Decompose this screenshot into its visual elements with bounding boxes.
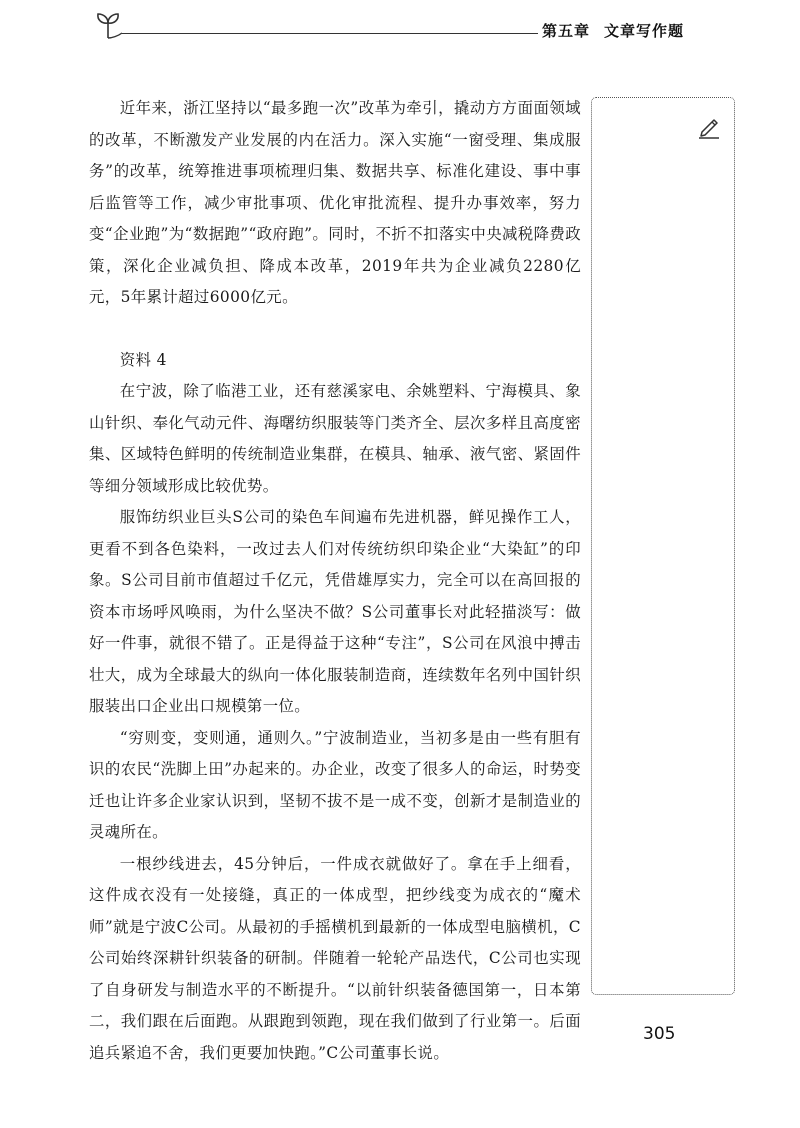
page-number: 305 xyxy=(643,1024,676,1044)
material-paragraph: 服饰纺织业巨头S公司的染色车间遍布先进机器，鲜见操作工人，更看不到各色染料，一改过去人们对传统纺织印染企业“大染缸”的印象。S公司目前市值超过千亿元，凭借雄厚实力，完全可以在高回报的资本市场呼风唤雨，为什么坚决不做？S公司董事长对此轻描淡写：做好一件事，就很不错了。正是得益于这种“专注”，S公司在风浪中搏击壮大，成为全球最大的纵向一体化服装制造商，连续数年名列中国针织服装出口企业出口规模第一位。 xyxy=(89,508,581,715)
pen-icon xyxy=(696,114,722,140)
material-paragraph: 一根纱线进去，45分钟后，一件成衣就做好了。拿在手上细看，这件成衣没有一处接缝，真正的一体成型，把纱线变为成衣的“魔术师”就是宁波C公司。从最初的手摇横机到最新的一体成型电脑横机，C公司始终深耕针织装备的研制。伴随着一轮轮产品迭代，C公司也实现了自身研发与制造水平的不断提升。“以前针织装备德国第一，日本第二，我们跟在后面跑。从跟跑到领跑，现在我们做到了行业第一。后面追兵紧追不舍，我们更要加快跑。”C公司董事长说。 xyxy=(89,854,581,1062)
material-label: 资料 4 xyxy=(119,350,167,369)
material-paragraph: “穷则变，变则通，通则久。”宁波制造业，当初多是由一些有胆有识的农民“洗脚上田”办起来的。办企业，改变了很多人的命运，时势变迁也让许多企业家认识到，坚韧不拔不是一成不变，创新才是制造业的灵魂所在。 xyxy=(89,728,581,841)
header-rule xyxy=(122,33,538,34)
intro-paragraph: 近年来，浙江坚持以“最多跑一次”改革为牵引，撬动方方面面领域的改革，不断激发产业发展的内在活力。深入实施“一窗受理、集成服务”的改革，统筹推进事项梳理归集、数据共享、标准化建设、事中事后监管等工作，减少审批事项、优化审批流程、提升办事效率，努力变“企业跑”为“数据跑”“政府跑”。同时，不折不扣落实中央减税降费政策，深化企业减负担、降成本改革，2019年共为企业减负2280亿元，5年累计超过6000亿元。 xyxy=(89,99,581,306)
sprout-icon xyxy=(92,10,124,40)
notes-margin-box xyxy=(591,97,735,995)
chapter-heading xyxy=(542,20,684,41)
article-body xyxy=(89,93,581,1069)
chapter-title: 文章写作题 xyxy=(604,22,685,40)
chapter-label: 第五章 xyxy=(542,22,591,40)
page-header xyxy=(0,0,800,50)
material-paragraph: 在宁波，除了临港工业，还有慈溪家电、余姚塑料、宁海模具、象山针织、奉化气动元件、海曙纺织服装等门类齐全、层次多样且高度密集、区域特色鲜明的传统制造业集群，在模具、轴承、液气密、紧固件等细分领域形成比较优势。 xyxy=(89,382,581,495)
